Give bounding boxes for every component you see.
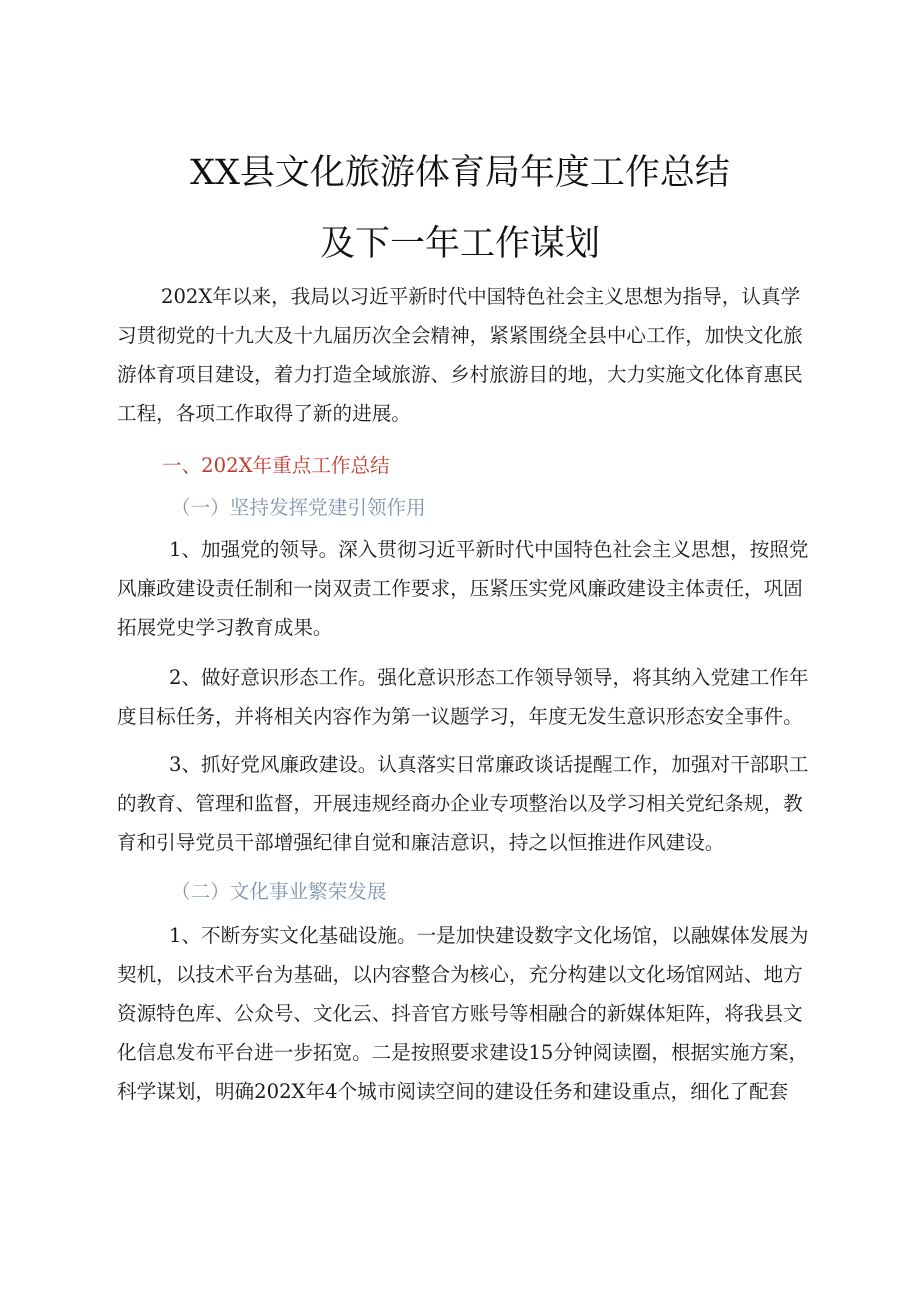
intro-line: 工程，各项工作取得了新的进展。 bbox=[117, 402, 411, 425]
section-heading-1: 一、202X年重点工作总结 bbox=[162, 454, 390, 477]
intro-line: 游体育项目建设，着力打造全域旅游、乡村旅游目的地，大力实施文化体育惠民 bbox=[117, 363, 803, 386]
paragraph-line: 育和引导党员干部增强纪律自觉和廉洁意识，持之以恒推进作风建设。 bbox=[117, 831, 725, 854]
intro-line: 202X年以来，我局以习近平新时代中国特色社会主义思想为指导，认真学 bbox=[161, 285, 801, 308]
paragraph-line: 契机，以技术平台为基础，以内容整合为核心，充分构建以文化场馆网站、地方 bbox=[117, 963, 803, 986]
paragraph-line: 化信息发布平台进一步拓宽。二是按照要求建设15分钟阅读圈，根据实施方案， bbox=[117, 1041, 809, 1064]
sub2-item1-paragraph bbox=[117, 916, 823, 1111]
intro-paragraph bbox=[117, 277, 823, 433]
paragraph-line: 风廉政建设责任制和一岗双责工作要求，压紧压实党风廉政建设主体责任，巩固 bbox=[117, 577, 803, 600]
paragraph-line: 2、做好意识形态工作。强化意识形态工作领导领导，将其纳入党建工作年 bbox=[169, 666, 809, 689]
document-title-line1: XX县文化旅游体育局年度工作总结 bbox=[190, 153, 730, 193]
paragraph-line: 科学谋划，明确202X年4个城市阅读空间的建设任务和建设重点，细化了配套 bbox=[117, 1080, 789, 1103]
subsection-heading-2: （二）文化事业繁荣发展 bbox=[171, 880, 387, 903]
paragraph-line: 拓展党史学习教育成果。 bbox=[117, 616, 333, 639]
paragraph-line: 资源特色库、公众号、文化云、抖音官方账号等相融合的新媒体矩阵，将我县文 bbox=[117, 1002, 803, 1025]
document-title-line2: 及下一年工作谋划 bbox=[319, 224, 600, 264]
paragraph-line: 1、加强党的领导。深入贯彻习近平新时代中国特色社会主义思想，按照党 bbox=[169, 538, 809, 561]
sub1-item3-paragraph bbox=[117, 745, 823, 862]
subsection-heading-1: （一）坚持发挥党建引领作用 bbox=[171, 496, 426, 519]
paragraph-line: 1、不断夯实文化基础设施。一是加快建设数字文化场馆，以融媒体发展为 bbox=[169, 924, 809, 947]
sub1-item1-paragraph bbox=[117, 530, 823, 647]
intro-line: 习贯彻党的十九大及十九届历次全会精神，紧紧围绕全县中心工作，加快文化旅 bbox=[117, 324, 803, 347]
paragraph-line: 3、抓好党风廉政建设。认真落实日常廉政谈话提醒工作，加强对干部职工 bbox=[169, 753, 809, 776]
paragraph-line: 的教育、管理和监督，开展违规经商办企业专项整治以及学习相关党纪条规，教 bbox=[117, 792, 803, 815]
sub1-item2-paragraph bbox=[117, 658, 823, 736]
paragraph-line: 度目标任务，并将相关内容作为第一议题学习，年度无发生意识形态安全事件。 bbox=[117, 705, 803, 728]
